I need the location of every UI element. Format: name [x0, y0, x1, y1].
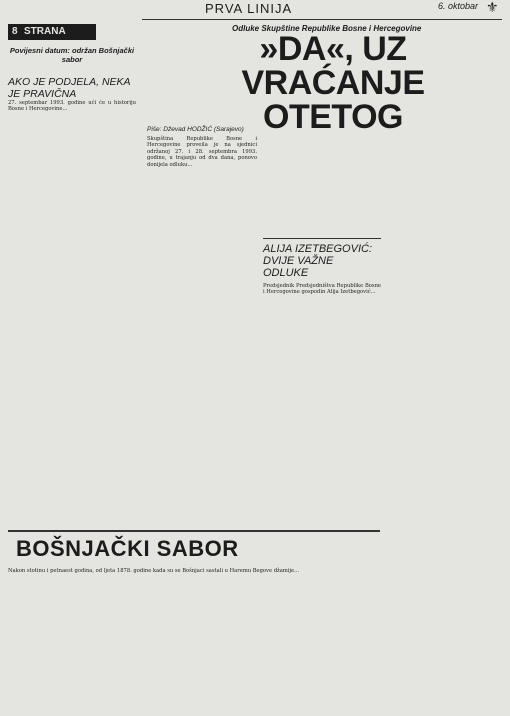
boxout-texture	[263, 296, 381, 406]
boxout-title: ALIJA IZETBEGOVIĆ: DVIJE VAŽNE ODLUKE	[263, 243, 373, 279]
main-body-texture	[147, 168, 257, 548]
side-column	[8, 46, 136, 373]
main-kicker: Odluke Skupštine Republike Bosne i Hercegovine	[232, 24, 422, 33]
bottom-rule	[8, 530, 380, 532]
bottom-body-texture	[8, 574, 380, 712]
bottom-article-body	[8, 568, 380, 712]
bottom-title: BOŠNJAČKI SABOR	[16, 536, 239, 561]
main-column-1	[147, 136, 257, 548]
column-2-texture	[263, 102, 381, 232]
side-subhead: AKO JE PODJELA, NEKA JE PRAVIČNA	[8, 76, 131, 100]
main-column-2	[263, 102, 381, 232]
main-first-paragraph	[147, 136, 257, 168]
main-column-3	[385, 102, 505, 712]
side-body-texture	[8, 113, 136, 373]
page-tag-label: STRANA	[24, 26, 66, 37]
bottom-first-paragraph: Nakon stotinu i petnaest godina, od ljeta 1878. godine kada su se Bošnjaci sastali u Haremu Begove džamije...	[8, 568, 300, 574]
boxout-first-paragraph: Predsjednik Predsjedništva Republike Bosne i Hercegovine gospodin Alija Izetbegović...	[263, 283, 381, 296]
column-3-texture	[385, 102, 505, 712]
side-first-paragraph: 27. septembar 1993. godine ući će u historiju Bosne i Hercegovine...	[8, 100, 136, 113]
page-tag	[8, 24, 96, 40]
boxout-izetbegovic	[263, 238, 381, 415]
fleur-de-lis-icon: ⚜	[486, 0, 499, 16]
main-headline: »DA«, UZ VRAĆANJE OTETOG	[241, 30, 425, 136]
issue-date: 6. oktobar	[438, 1, 479, 11]
running-head: PRVA LINIJA	[205, 1, 293, 16]
main-first-paragraph-text: Skupština Republike Bosne i Hercegovine proveila je na sjednici održanoj 27. i 28. septembra 1993. godine, u trajanju od dva dana, ponovo donijela odluku...	[147, 136, 257, 168]
header-rule	[142, 19, 502, 20]
side-kicker: Povijesni datum: održan Bošnjački sabor	[9, 46, 135, 64]
byline: Piše: Dževad HODŽIĆ (Sarajevo)	[147, 126, 244, 133]
page-number: 8	[12, 26, 18, 37]
